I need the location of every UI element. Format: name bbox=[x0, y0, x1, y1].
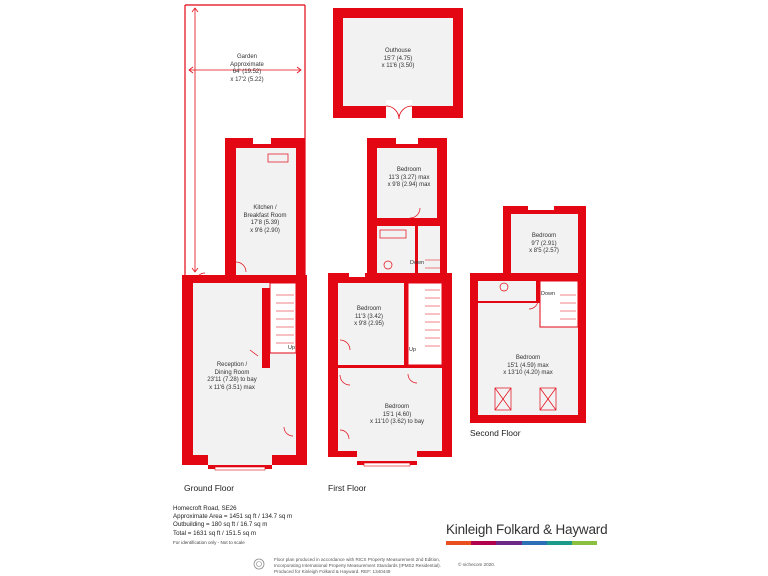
room-name: Bedroom bbox=[515, 355, 541, 361]
room-name: Bedroom bbox=[384, 404, 410, 410]
room-label-reception bbox=[207, 362, 256, 392]
footer-line: Incorporating International Property Measurement Standards (IPMS2 Residential). bbox=[274, 562, 441, 568]
second-floor-walls bbox=[470, 204, 586, 423]
brand-color-bar bbox=[446, 541, 597, 545]
footer-copyright: © nichecom 2020. bbox=[458, 562, 496, 567]
room-dimension: 15'7 (4.75) bbox=[383, 55, 413, 62]
floor-title-first: First Floor bbox=[328, 483, 367, 493]
footer-text bbox=[274, 557, 441, 574]
footer-line: Floor plan produced in accordance with RICS Property Measurement 2nd Edition, bbox=[274, 557, 440, 562]
room-dimension: 17'8 (5.39) bbox=[250, 220, 280, 226]
total-area: Total = 1631 sq ft / 151.5 sq m bbox=[173, 529, 257, 537]
rics-logo-icon bbox=[253, 558, 265, 570]
stair-up-label-first: Up bbox=[409, 347, 417, 353]
room-name: Bedroom bbox=[531, 233, 557, 239]
room-dimension: x 13'10 (4.20) max bbox=[503, 370, 553, 376]
stair-down-label-second: Down bbox=[541, 291, 556, 297]
room-name: Kitchen / bbox=[253, 205, 277, 211]
room-dimension: 11'3 (3.42) bbox=[354, 313, 384, 320]
room-dimension: 23'11 (7.28) to bay bbox=[207, 377, 257, 383]
room-dimension: 15'1 (4.59) max bbox=[507, 362, 549, 369]
room-name: Bedroom bbox=[396, 167, 422, 173]
stair-up-label-ground: Up bbox=[288, 345, 296, 351]
brand-bar-segment bbox=[522, 541, 547, 545]
property-info bbox=[173, 505, 292, 547]
brand-logo-text: Kinleigh Folkard & Hayward bbox=[446, 522, 608, 537]
room-dimension: x 9'8 (2.95) bbox=[354, 321, 384, 327]
address: Homecroft Road, SE26 bbox=[173, 505, 237, 512]
room-dimension: x 11'6 (3.51) max bbox=[209, 384, 255, 391]
room-dimension: x 8'5 (2.57) bbox=[529, 248, 559, 254]
floor-title-second: Second Floor bbox=[470, 428, 521, 438]
room-label-bedroom-ff-front bbox=[370, 404, 424, 427]
stair-down-label-first: Down bbox=[410, 260, 425, 266]
room-label-bedroom-sf-large bbox=[503, 355, 553, 378]
brand-bar-segment bbox=[446, 541, 471, 545]
room-label-outhouse bbox=[382, 48, 415, 71]
brand-bar-segment bbox=[572, 541, 597, 545]
outbuilding-area: Outbuilding = 180 sq ft / 16.7 sq m bbox=[173, 521, 268, 529]
identification-note: For identification only - Not to scale bbox=[173, 539, 245, 545]
room-dimension: 15'1 (4.60) bbox=[382, 411, 412, 418]
room-dimension: x 17'2 (5.22) bbox=[230, 76, 264, 83]
room-dimension: 11'3 (3.27) max bbox=[388, 174, 430, 181]
brand-bar-segment bbox=[471, 541, 496, 545]
room-name: Garden bbox=[236, 54, 257, 60]
room-label-bedroom-ff-mid bbox=[354, 306, 384, 329]
room-dimension: 64' (19.52) bbox=[232, 69, 262, 75]
footer-line: Produced for Kinleigh Folkard & Hayward. REF: 1340449 bbox=[274, 568, 391, 574]
brand-bar-segment bbox=[496, 541, 521, 545]
room-name: Dining Room bbox=[214, 369, 250, 376]
approximate-area: Approximate Area = 1451 sq ft / 134.7 sq m bbox=[173, 513, 293, 521]
room-name: Bedroom bbox=[356, 306, 382, 312]
room-name: Breakfast Room bbox=[243, 212, 287, 219]
floor-title-ground: Ground Floor bbox=[184, 483, 235, 493]
room-label-garden bbox=[230, 54, 264, 84]
room-dimension: x 9'8 (2.94) max bbox=[387, 182, 431, 188]
room-dimension: Approximate bbox=[230, 61, 264, 68]
room-label-kitchen bbox=[243, 205, 286, 235]
brand-bar-segment bbox=[547, 541, 572, 545]
room-dimension: x 11'10 (3.62) to bay bbox=[369, 419, 425, 425]
room-dimension: x 11'6 (3.50) bbox=[381, 63, 415, 69]
room-label-bedroom-sf-small bbox=[529, 233, 559, 256]
room-name: Reception / bbox=[216, 362, 248, 368]
room-label-bedroom-ff-rear bbox=[388, 167, 431, 190]
room-name: Outhouse bbox=[384, 48, 412, 54]
room-dimension: 9'7 (2.91) bbox=[531, 240, 557, 247]
room-dimension: x 9'6 (2.90) bbox=[250, 227, 280, 234]
